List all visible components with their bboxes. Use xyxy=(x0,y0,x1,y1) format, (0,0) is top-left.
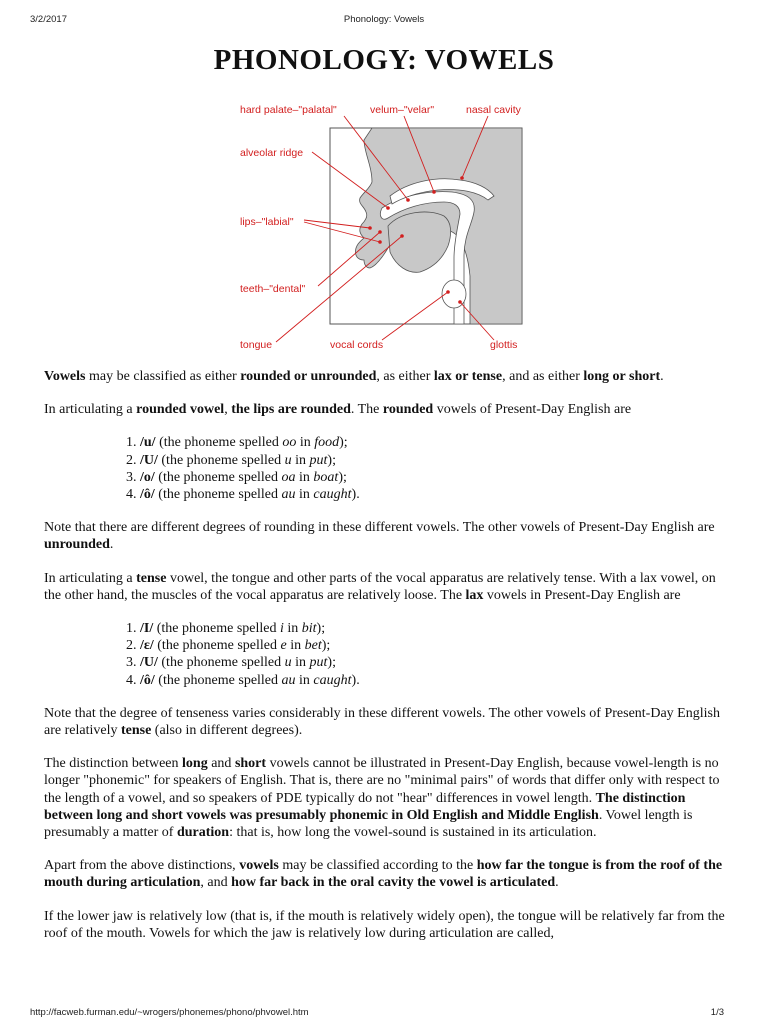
term: the lips are rounded xyxy=(231,402,351,418)
term: lax xyxy=(465,587,484,603)
term: rounded vowel xyxy=(136,402,225,418)
text: , and as either xyxy=(502,369,584,384)
phoneme: /o/ xyxy=(140,469,155,485)
lax-vowel-list xyxy=(44,620,734,689)
text: may be classified as either xyxy=(85,369,241,384)
text: in xyxy=(296,435,315,451)
text: , and xyxy=(200,875,232,891)
para-rounding-degrees xyxy=(44,519,734,553)
phoneme: /U/ xyxy=(140,452,158,468)
phoneme: /I/ xyxy=(140,621,154,637)
list-item xyxy=(140,672,734,689)
text: In articulating a xyxy=(44,402,137,418)
label-tongue: tongue xyxy=(240,339,273,351)
list-item xyxy=(140,469,734,486)
list-item xyxy=(140,486,734,503)
list-item xyxy=(140,452,734,469)
source-url: http://facweb.furman.edu/~wrogers/phonemes/phono/phvowel.htm xyxy=(30,1007,309,1018)
term: how far back in the oral cavity the vowel is articulated xyxy=(231,875,556,891)
spelling: oa xyxy=(281,469,296,485)
text: (the phoneme spelled xyxy=(157,452,285,468)
text: (the phoneme spelled xyxy=(155,435,283,451)
phoneme: /U/ xyxy=(140,655,158,671)
text: Note that there are different degrees of rounding in these different vowels. The other vowels of Present-Day English are xyxy=(44,520,715,536)
spelling: oo xyxy=(282,435,297,451)
text: (the phoneme spelled xyxy=(157,655,285,671)
para-tense-lax xyxy=(44,570,734,604)
phoneme: /ô/ xyxy=(140,672,155,688)
dot-hard-palate xyxy=(406,198,410,202)
text: may be classified according to the xyxy=(278,858,477,874)
text: ); xyxy=(321,638,331,654)
text: ); xyxy=(327,452,336,468)
list-item xyxy=(140,654,734,671)
term: vowels xyxy=(239,858,279,874)
example-word: food xyxy=(314,435,340,451)
example-word: caught xyxy=(313,672,352,688)
term: how far the tongue is from the roof of the mouth during articulation xyxy=(44,858,723,891)
dot-alveolar-ridge xyxy=(386,206,390,210)
label-vocal-cords: vocal cords xyxy=(330,339,384,351)
text: and xyxy=(207,756,235,772)
text: ); xyxy=(339,435,348,451)
text: vowels cannot be illustrated in Present-Day English, because vowel-length is no longer "phonemic" for speakers of English. That is, there are no "minimal pairs" of words that differ only with respect to the length of a vowel, and so speakers of PDE typically do not "hear" differences in vowel length. xyxy=(44,756,720,806)
phoneme: /ô/ xyxy=(140,487,155,503)
text: . The xyxy=(350,402,383,418)
text: in xyxy=(283,621,302,637)
term: long or short xyxy=(583,369,661,384)
term: lax or tense xyxy=(433,369,503,384)
term: tense xyxy=(136,570,167,586)
text: ). xyxy=(351,487,360,503)
text: (the phoneme spelled xyxy=(154,487,282,503)
phoneme: /ε/ xyxy=(140,638,154,654)
dot-lips-lower xyxy=(378,240,382,244)
text: in xyxy=(291,452,310,468)
text: The distinction between xyxy=(44,756,183,772)
text: in xyxy=(286,638,305,654)
text: in xyxy=(295,672,314,688)
dot-teeth xyxy=(378,230,382,234)
text: , as either xyxy=(376,369,434,384)
text: (the phoneme spelled xyxy=(153,638,281,654)
page-title: PHONOLOGY: VOWELS xyxy=(213,44,555,76)
spelling: u xyxy=(284,452,292,468)
vocal-tract-svg xyxy=(232,96,532,356)
text: In articulating a xyxy=(44,570,137,586)
para-tongue-position xyxy=(44,857,734,891)
example-word: bit xyxy=(301,621,317,637)
text: ). xyxy=(351,672,360,688)
term: short xyxy=(234,756,267,772)
example-word: boat xyxy=(313,469,339,485)
text: in xyxy=(291,655,310,671)
dot-vocal-cords xyxy=(446,290,450,294)
list-item xyxy=(140,434,734,451)
para-tenseness-degrees xyxy=(44,705,734,739)
text: (the phoneme spelled xyxy=(154,672,282,688)
spelling: au xyxy=(281,672,296,688)
para-rounded xyxy=(44,401,734,418)
label-alveolar-ridge: alveolar ridge xyxy=(240,147,304,159)
text: ); xyxy=(338,469,347,485)
term: rounded xyxy=(382,402,434,418)
text: vowels of Present-Day English are xyxy=(433,402,632,418)
text: (the phoneme spelled xyxy=(153,621,280,637)
para-long-short xyxy=(44,755,734,841)
text: . xyxy=(555,875,559,891)
term: tense xyxy=(120,723,152,739)
article-body xyxy=(44,368,734,958)
example-word: bet xyxy=(304,638,322,654)
example-word: put xyxy=(309,452,328,468)
label-lips: lips–"labial" xyxy=(240,216,294,228)
text: in xyxy=(295,487,314,503)
dot-lips-upper xyxy=(368,226,372,230)
text: Apart from the above distinctions, xyxy=(44,858,240,874)
text: , xyxy=(224,402,232,418)
text: in xyxy=(295,469,314,485)
dot-glottis xyxy=(458,300,462,304)
text: . Vowel length is presumably a matter of xyxy=(44,807,693,841)
example-word: caught xyxy=(313,487,352,503)
para-jaw-position xyxy=(44,908,734,942)
list-item xyxy=(140,637,734,654)
text: vowels in Present-Day English are xyxy=(483,587,681,603)
spelling: e xyxy=(280,638,287,654)
page-number: 1/3 xyxy=(710,1007,724,1018)
text: . xyxy=(109,537,114,553)
label-glottis: glottis xyxy=(490,339,518,351)
text: Note that the degree of tenseness varies considerably in these different vowels. The other vowels of Present-Day English are relatively xyxy=(44,705,720,739)
text: (also in different degrees). xyxy=(151,723,303,739)
spelling: u xyxy=(284,655,292,671)
text: vowel, the tongue and other parts of the vocal apparatus are relatively tense. With a lax vowel, on the other hand, the muscles of the vocal apparatus are relatively loose. The xyxy=(44,570,716,603)
term: The distinction between long and short vowels was presumably phonemic in Old English and Middle English xyxy=(44,790,686,823)
dot-nasal-cavity xyxy=(460,176,464,180)
dot-tongue xyxy=(400,234,404,238)
term: rounded or unrounded xyxy=(240,369,377,384)
text: ); xyxy=(316,621,326,637)
vocal-tract-diagram xyxy=(232,96,532,356)
dot-velum xyxy=(432,190,436,194)
label-hard-palate: hard palate–"palatal" xyxy=(240,104,337,116)
text: . xyxy=(660,369,664,384)
print-date: 3/2/2017 xyxy=(30,14,67,25)
text: ); xyxy=(327,655,336,671)
term: duration xyxy=(176,825,230,841)
text: If the lower jaw is relatively low (that is, if the mouth is relatively widely open), the tongue will be relatively far from the roof of the mouth. Vowels for which the jaw is relatively low during articulation are called, xyxy=(44,908,725,941)
term: Vowels xyxy=(44,369,86,384)
para-classification xyxy=(44,368,734,385)
label-nasal-cavity: nasal cavity xyxy=(466,104,521,116)
list-item xyxy=(140,620,734,637)
term: unrounded xyxy=(44,537,110,553)
term: long xyxy=(182,756,208,772)
phoneme: /u/ xyxy=(140,435,156,451)
spelling: au xyxy=(281,487,296,503)
text: (the phoneme spelled xyxy=(154,469,282,485)
text: : that is, how long the vowel-sound is sustained in its articulation. xyxy=(229,825,597,841)
spelling: i xyxy=(279,621,284,637)
label-velum: velum–"velar" xyxy=(370,104,435,116)
print-title: Phonology: Vowels xyxy=(343,14,425,25)
label-teeth: teeth–"dental" xyxy=(240,283,306,295)
example-word: put xyxy=(309,655,328,671)
rounded-vowel-list xyxy=(44,434,734,503)
